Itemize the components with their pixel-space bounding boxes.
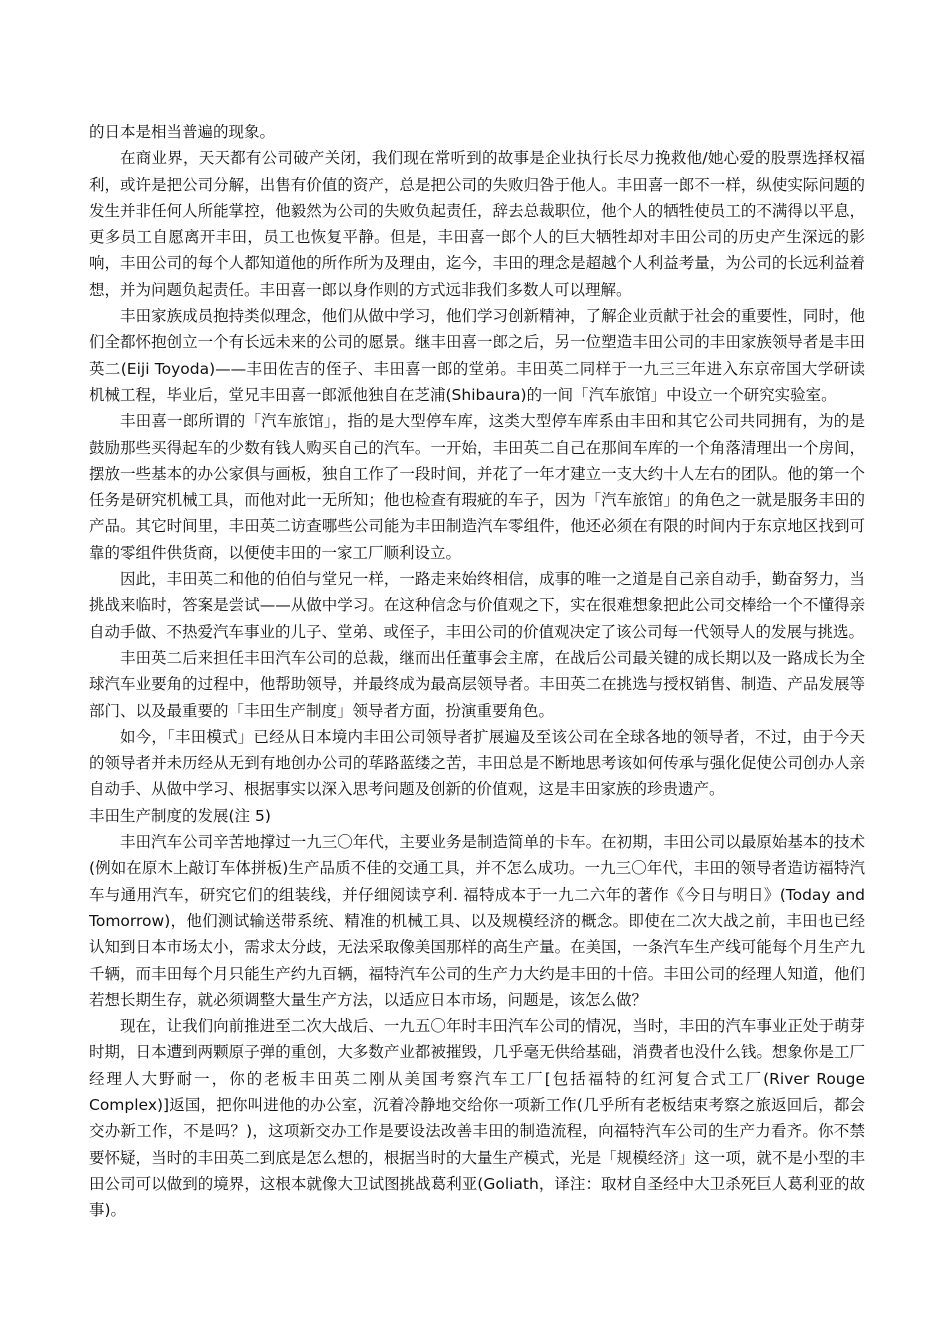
document-page	[89, 119, 865, 1223]
paragraph-toyota-way-today: 如今，「丰田模式」已经从日本境内丰田公司领导者扩展遍及至该公司在全球各地的领导者，不过，由于今天的领导者并未历经从无到有地创办公司的荜路蓝缕之苦，丰田总是不断地思考该如何传承与强化促使公司创办人亲自动手、从做中学习、根据事实以深入思考问题及创新的价值观，这是丰田家族的珍贵遗产。	[89, 727, 865, 799]
section-heading: 丰田生产制度的发展(注 5)	[89, 806, 271, 825]
paragraph-toyoda-family: 丰田家族成员抱持类似理念，他们从做中学习，他们学习创新精神，了解企业贡献于社会的重要性，同时，他们全都怀抱创立一个有长远未来的公司的愿景。继丰田喜一郎之后，另一位塑造丰田公司的丰田家族领导者是丰田英二(Eiji Toyoda)——丰田佐吉的侄子、丰田喜一郎的堂弟。丰田英二同样于一九三三年进入东京帝国大学研读机械工程，毕业后，堂兄丰田喜一郎派他独自在芝浦(Shibaura)的一间「汽车旅馆」中设立一个研究实验室。	[89, 307, 865, 404]
paragraph-auto-motel: 丰田喜一郎所谓的「汽车旅馆」，指的是大型停车库，这类大型停车库系由丰田和其它公司共同拥有，为的是鼓励那些买得起车的少数有钱人购买自己的汽车。一开始，丰田英二自己在那间车库的一个角落清理出一个房间，摆放一些基本的办公家俱与画板，独自工作了一段时间，并花了一年才建立一支大约十人左右的团队。他的第一个任务是研究机械工具，而他对此一无所知；他也检查有瑕疵的车子，因为「汽车旅馆」的角色之一就是服务丰田的产品。其它时间里，丰田英二访查哪些公司能为丰田制造汽车零组件，他还必须在有限的时间内于东京地区找到可靠的零组件供货商，以便使丰田的一家工厂顺利设立。	[89, 412, 865, 562]
paragraph-1930s: 丰田汽车公司辛苦地撑过一九三〇年代，主要业务是制造简单的卡车。在初期，丰田公司以最原始基本的技术(例如在原木上敲订车体拼板)生产品质不佳的交通工具，并不怎么成功。一九三〇年代，丰田的领导者造访福特汽车与通用汽车，研究它们的组装线，并仔细阅读亨利. 福特成本于一九二六年的著作《今日与明日》(Today and Tomorrow)，他们测试输送带系统、精准的机械工具、以及规模经济的概念。即使在二次大战之前，丰田也已经认知到日本市场太小，需求太分歧，无法采取像美国那样的高生产量。在美国，一条汽车生产线可能每个月生产九千辆，而丰田每个月只能生产约九百辆，福特汽车公司的生产力大约是丰田的十倍。丰田公司的经理人知道，他们若想长期生存，就必须调整大量生产方法，以适应日本市场，问题是，该怎么做？	[89, 833, 865, 1009]
paragraph-business-world: 在商业界，天天都有公司破产关闭，我们现在常听到的故事是企业执行长尽力挽救他/她心爱的股票选择权福利，或许是把公司分解，出售有价值的资产，总是把公司的失败归咎于他人。丰田喜一郎不一样，纵使实际问题的发生并非任何人所能掌控，他毅然为公司的失败负起责任，辞去总裁职位，他个人的牺牲使员工的不满得以平息，更多员工自愿离开丰田，员工也恢复平静。但是，丰田喜一郎个人的巨大牺牲却对丰田公司的历史产生深远的影响，丰田公司的每个人都知道他的所作所为及理由，迄今，丰田的理念是超越个人利益考量，为公司的长远利益着想，并为问题负起责任。丰田喜一郎以身作则的方式远非我们多数人可以理解。	[89, 149, 865, 299]
paragraph-eiji-leadership: 丰田英二后来担任丰田汽车公司的总裁，继而出任董事会主席，在战后公司最关键的成长期以及一路成长为全球汽车业要角的过程中，他帮助领导，并最终成为最高层领导者。丰田英二在挑选与授权销售、制造、产品发展等部门、以及最重要的「丰田生产制度」领导者方面，扮演重要角色。	[89, 648, 865, 720]
paragraph-postwar-1950: 现在，让我们向前推进至二次大战后、一九五〇年时丰田汽车公司的情况，当时，丰田的汽车事业正处于萌芽时期，日本遭到两颗原子弹的重创，大多数产业都被摧毁，几乎毫无供给基础，消费者也没什么钱。想象你是工厂经理人大野耐一，你的老板丰田英二刚从美国考察汽车工厂[包括福特的红河复合式工厂(River Rouge Complex)]返国，把你叫进他的办公室，沉着冷静地交给你一项新工作(几乎所有老板结束考察之旅返回后，都会交办新工作，不是吗？)，这项新交办工作是要设法改善丰田的制造流程，向福特汽车公司的生产力看齐。你不禁要怀疑，当时的丰田英二到底是怎么想的，根据当时的大量生产模式，光是「规模经济」这一项，就不是小型的丰田公司可以做到的境界，这根本就像大卫试图挑战葛利亚(Goliath，译注：取材自圣经中大卫杀死巨人葛利亚的故事)。	[89, 1017, 865, 1220]
paragraph-learning-by-doing: 因此，丰田英二和他的伯伯与堂兄一样，一路走来始终相信，成事的唯一之道是自己亲自动手，勤奋努力，当挑战来临时，答案是尝试——从做中学习。在这种信念与价值观之下，实在很难想象把此公司交棒给一个不懂得亲自动手做、不热爱汽车事业的儿子、堂弟、或侄子，丰田公司的价值观决定了该公司每一代领导人的发展与挑选。	[89, 570, 865, 641]
paragraph-continued: 的日本是相当普遍的现象。	[89, 123, 276, 141]
